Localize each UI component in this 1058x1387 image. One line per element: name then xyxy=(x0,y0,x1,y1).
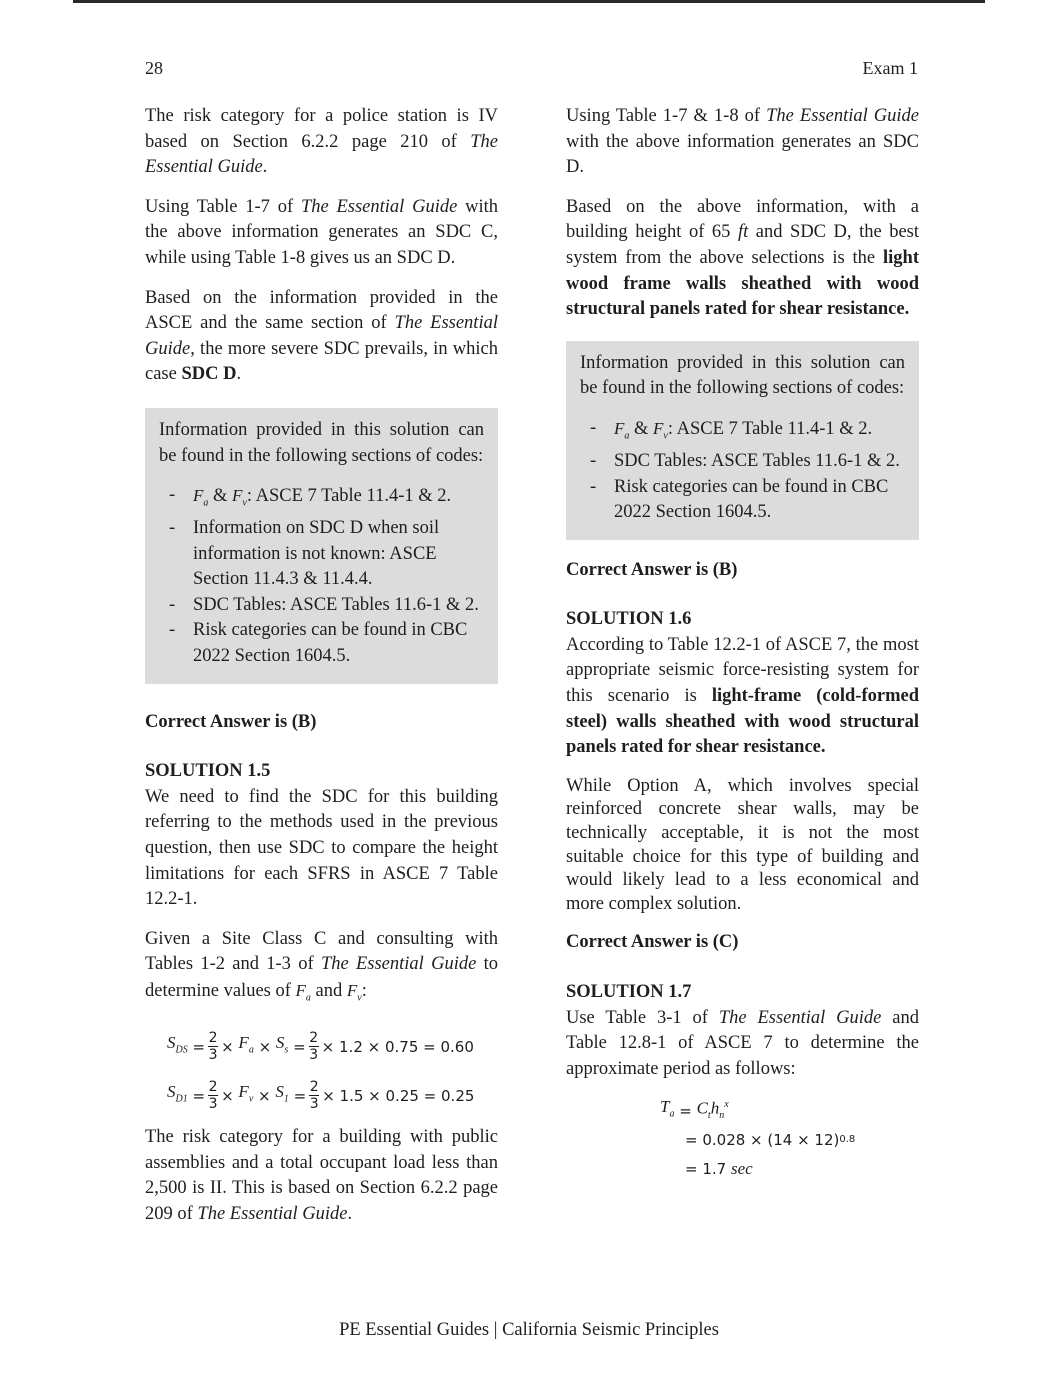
right-column xyxy=(566,104,919,1183)
solution-title: SOLUTION 1.5 xyxy=(145,761,271,782)
paragraph: Using Table 1-7 of The Essential Guide with the above information generates an SDC C, while using Table 1-8 gives us an SDC D. xyxy=(145,196,499,268)
paragraph: Based on the above information, with a building height of 65 ft and SDC D, the best system from the above selections is the light wood frame walls sheathed with wood structural panels rated for shear resistance. xyxy=(566,196,920,320)
list-item: - $F_a$ & $F_v$: ASCE 7 Table 11.4-1 & 2. xyxy=(580,416,905,449)
code-reference-box xyxy=(566,341,919,540)
list-item: - SDC Tables: ASCE Tables 11.6-1 & 2. xyxy=(159,593,484,619)
code-reference-list xyxy=(159,483,484,670)
list-item: - Information on SDC D when soil information is not known: ASCE Section 11.4.3 & 11.4.4. xyxy=(159,516,484,593)
list-item: - SDC Tables: ASCE Tables 11.6-1 & 2. xyxy=(580,449,905,475)
paragraph: We need to find the SDC for this building referring to the methods used in the previous question, then use SDC to compare the height limitations for each SFRS in ASCE 7 Table 12.2-1. xyxy=(145,786,498,910)
list-item: - Risk categories can be found in CBC 2022 Section 1604.5. xyxy=(159,618,484,669)
list-item: - Risk categories can be found in CBC 2022 Section 1604.5. xyxy=(580,475,905,526)
paragraph: While Option A, which involves special reinforced concrete shear walls, may be technically acceptable, it is not the most suitable choice for this type of building and would likely lead to a less economical and more complex solution. xyxy=(566,775,919,914)
equation-sds: $S_{DS}$ = $\frac{2}{3}$ × $F_a$ × $S_s$ = $\frac{2}{3}$ × 1.2 × 0.75 = 0.60 xyxy=(167,1030,474,1063)
left-column xyxy=(145,104,498,1241)
correct-answer: Correct Answer is (B) xyxy=(145,711,317,732)
correct-answer: Correct Answer is (B) xyxy=(566,559,738,580)
page-footer: PE Essential Guides | California Seismic Principles xyxy=(339,1320,719,1340)
equation-period xyxy=(660,1096,919,1183)
box-intro: Information provided in this solution can be found in the following sections of codes: xyxy=(580,352,905,399)
paragraph: Use Table 3-1 of The Essential Guide and Table 12.8-1 of ASCE 7 to determine the approximate period as follows: xyxy=(566,1007,919,1079)
paragraph: Based on the information provided in the ASCE and the same section of The Essential Guide, the more severe SDC prevails, in which case SDC D. xyxy=(145,287,498,385)
equation-line: = 1.7 sec xyxy=(685,1158,753,1178)
equation-sd1: $S_{D1}$ = $\frac{2}{3}$ × $F_v$ × $S_1$ = $\frac{2}{3}$ × 1.5 × 0.25 = 0.25 xyxy=(167,1079,475,1112)
equation-line: = 0.028 × (14 × 12) 0.8 xyxy=(685,1130,856,1149)
top-rule xyxy=(73,0,985,3)
paragraph: The risk category for a police station is IV based on Section 6.2.2 page 210 of The Essential Guide. xyxy=(145,106,498,178)
solution-title: SOLUTION 1.6 xyxy=(566,609,692,630)
paragraph: According to Table 12.2-1 of ASCE 7, the most appropriate seismic force-resisting system for this scenario is light-frame (cold-formed steel) walls sheathed with wood structural panels rated for shear resistance. xyxy=(566,634,919,758)
page-number: 28 xyxy=(145,58,163,78)
paragraph: Given a Site Class C and consulting with Tables 1-2 and 1-3 of The Essential Guide to determine values of $F_a$ and $F_v$: xyxy=(145,928,499,1004)
box-intro: Information provided in this solution can be found in the following sections of codes: xyxy=(159,419,484,466)
paragraph: The risk category for a building with public assemblies and a total occupant load less than 2,500 is II. This is based on Section 6.2.2 page 209 of The Essential Guide. xyxy=(145,1127,498,1224)
code-reference-box xyxy=(145,408,498,684)
equation-line: $T_a$ = $C_th_n^x$ xyxy=(660,1097,729,1122)
paragraph: Using Table 1-7 & 1-8 of The Essential Guide with the above information generates an SDC D. xyxy=(566,106,919,178)
running-head: Exam 1 xyxy=(862,58,918,78)
solution-title: SOLUTION 1.7 xyxy=(566,982,692,1003)
code-reference-list xyxy=(580,416,905,526)
correct-answer: Correct Answer is (C) xyxy=(566,932,739,953)
list-item: - $F_a$ & $F_v$: ASCE 7 Table 11.4-1 & 2. xyxy=(159,483,484,516)
